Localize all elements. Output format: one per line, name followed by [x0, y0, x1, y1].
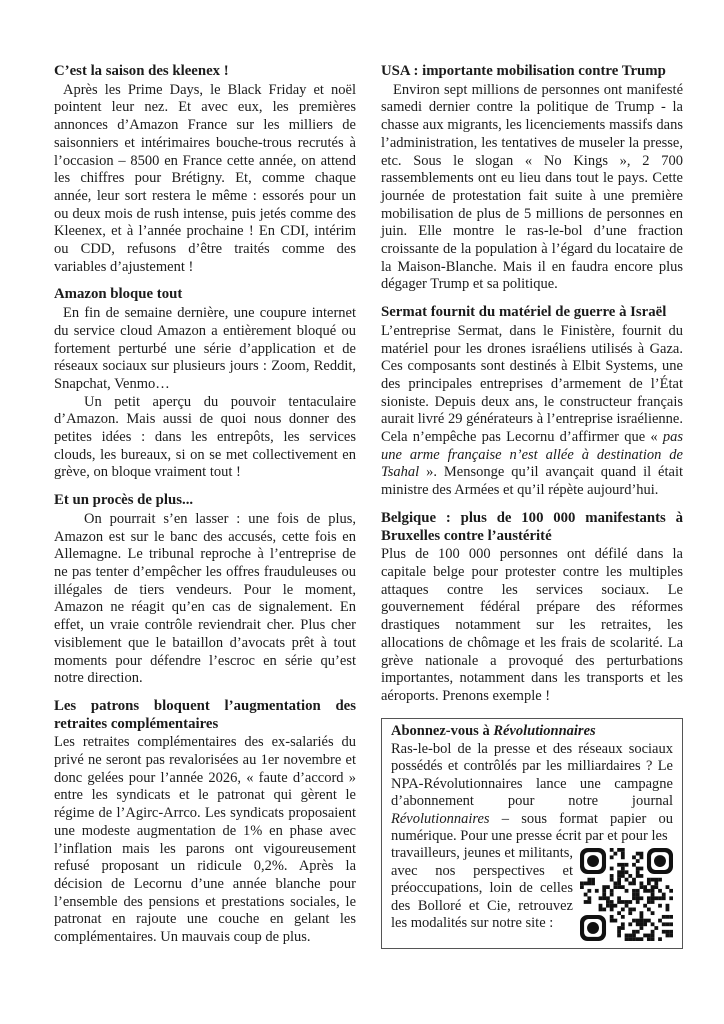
section-heading: Et un procès de plus...: [54, 492, 194, 509]
left-column: [54, 63, 356, 949]
subscribe-box-title: [391, 723, 673, 740]
subscribe-title-prefix: Abonnez-vous à: [391, 722, 494, 739]
subscribe-text-after: – sous format papier ou numérique. Pour une presse écrit par et pour les: [391, 810, 673, 845]
section-heading: C’est la saison des kleenex !: [54, 63, 229, 79]
subscribe-title-journal-name: Révolutionnaires: [493, 722, 596, 739]
sermat-quote-italic: pas une arme française n’est allée à destination de Tsahal: [381, 429, 683, 481]
subscribe-box-text-wrapped: travailleurs, jeunes et militants, avec nos perspectives et préoccupations, loin de celles des Bolloré et Cie, retrouvez les modalités sur notre site :: [391, 845, 573, 932]
section-sermat: [381, 304, 683, 500]
section-heading: Les patrons bloquent l’augmentation des retraites complémentaires: [54, 697, 356, 732]
subscribe-text-before: Ras-le-bol de la presse et des réseaux sociaux possédés et contrôlés par les milliardaires ? Le NPA-Révolutionnaires lance une campagne d’abonnement pour notre journal: [391, 741, 673, 810]
section-paragraph: On pourrait s’en lasser : une fois de plus, Amazon est sur le banc des accusés, cette fois en Allemagne. Le tribunal reproche à l’entreprise de ne pas tenter d’empêcher les offres frauduleuses ou illégales de tiers vendeurs. Pour le moment, Amazon ne réagit qu’en cas de signalement. En effet, un vraie contrôle reviendrait cher. Plus cher visiblement que le bataillon d’avocats prêt à tout moments pour défendre l’escroc en série qu’est notre direction.: [54, 510, 356, 687]
section-heading: Sermat fournit du matériel de guerre à Israël: [381, 304, 667, 321]
subscribe-box: [381, 718, 683, 950]
section-belgique: [381, 510, 683, 706]
section-usa: [381, 63, 683, 294]
subscribe-box-text-top: [391, 741, 673, 845]
sermat-text-before: L’entreprise Sermat, dans le Finistère, fournit du matériel pour les drones israéliens utilisés à Gaza. Ces composants sont destinés à Elbit Systems, une des principales entreprises d’armement de l’État sioniste. Depuis deux ans, le constructeur français aurait livré 29 générateurs à l’entreprise israélienne. Cela n’empêche pas Lecornu d’affirmer que «: [381, 322, 683, 446]
section-amazon-bloque: [54, 286, 356, 482]
subscribe-journal-name-italic: Révolutionnaires: [391, 810, 490, 827]
qr-code-icon: [580, 848, 673, 941]
section-heading: USA : importante mobilisation contre Trump: [381, 63, 666, 79]
section-paragraph: Plus de 100 000 personnes ont défilé dans la capitale belge pour protester contre les multiples attaques contre les services sociaux. Le gouvernement fédéral prépare des réformes drastiques notamment sur les retraites, les allocations de chômage et les frais de scolarité. La grève nationale a provoqué des perturbations importantes, notamment dans les transports et les aéroports. Prenons exemple !: [381, 546, 683, 704]
right-column: [381, 63, 683, 949]
section-proces: [54, 492, 356, 688]
two-column-layout: [54, 63, 683, 949]
section-paragraph: Après les Prime Days, le Black Friday et noël pointent leur nez. Et avec eux, les premières annonces d’Amazon France sur les milliers de saisonniers et intérimaires bouche-trous recrutés à l’occasion – 8500 en France cette année, on attend les chiffres pour Brétigny. Et, comme chaque année, leur sort restera le même : essorés pour un ou deux mois de rush intense, puis jetés comme des Kleenex, et à l’année prochaine ! En CDI, intérim ou CDD, refusons d’être traités comme des variables d’ajustement !: [54, 81, 356, 275]
section-kleenex: [54, 63, 356, 276]
section-paragraph: Les retraites complémentaires des ex-salariés du privé ne seront pas revalorisées au 1er novembre et donc gelées pour l’année 2026, « faute d’accord » entre les syndicats et le patronat qui gèrent le régime de l’Agirc-Arrco. Les syndicats proposaient une modeste augmentation de 1% en phase avec l’inflation mais les parons ont vigoureusement refusé proposant un ridicule 0,2%. Après la décision de Lecornu d’une année blanche pour l’ensemble des pensions et prestations sociales, le patronat en rajoute une couche en gelant les complémentaires. Un mauvais coup de plus.: [54, 734, 356, 946]
subscribe-box-bottom: [391, 845, 673, 941]
section-heading: Belgique : plus de 100 000 manifestants à Bruxelles contre l’austérité: [381, 509, 683, 544]
sermat-text-after: ». Mensonge qu’il avançait quand il était ministre des Armées et qu’il répète aujourd’hui.: [381, 464, 683, 499]
section-paragraph: [381, 323, 683, 500]
section-paragraph: Un petit aperçu du pouvoir tentaculaire d’Amazon. Mais aussi de quoi nous donner des petites idées : dans les entrepôts, les services clouds, les bureaux, si on se met collectivement en grève, on bloque vraiment tout !: [54, 393, 356, 481]
section-paragraph: En fin de semaine dernière, une coupure internet du service cloud Amazon a entièrement bloqué ou fortement perturbé une série d’application et de réseaux sociaux sur plusieurs jours : Zoom, Reddit, Snapchat, Venmo…: [54, 305, 356, 392]
section-heading: Amazon bloque tout: [54, 286, 183, 303]
section-retraites: [54, 698, 356, 947]
section-paragraph: Environ sept millions de personnes ont manifesté samedi dernier contre la politique de Trump - la chasse aux migrants, les licenciements massifs dans l’administration, les tentatives de museler la presse, etc. Sous le slogan « No Kings », 2 700 rassemblements ont eu lieu dans tout le pays. Cette journée de protestation fait suite à une première mobilisation de plus de 5 millions de personnes en juin. Elle montre le ras-le-bol d’une fraction croissante de la population à l’égard du locataire de la Maison-Blanche. Mais il en faudra encore plus dégager Trump et sa politique.: [381, 81, 683, 293]
